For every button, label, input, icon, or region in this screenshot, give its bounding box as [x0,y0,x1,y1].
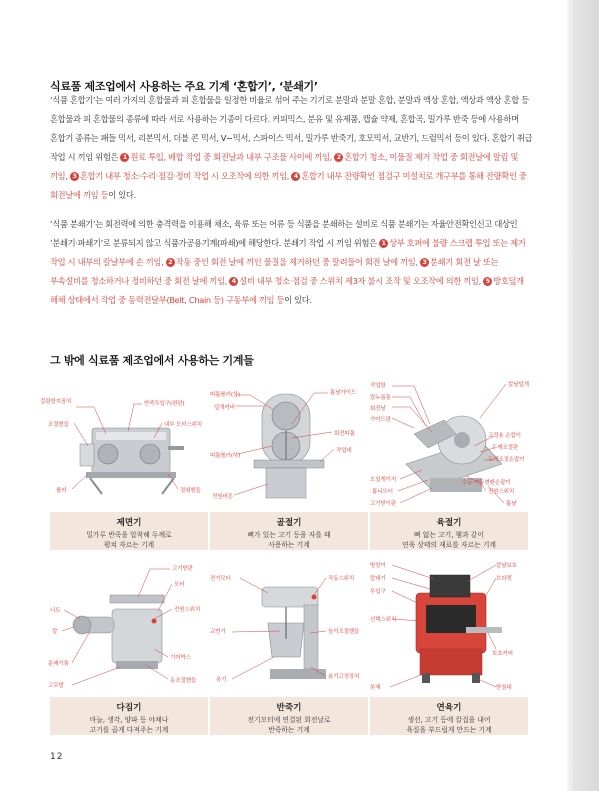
step-number-badge: 1 [379,239,388,248]
label: 분쇄기통 [48,661,69,667]
label: 너트 [50,608,61,614]
machine-desc: 뼈 없는 고기, 햄과 같이 [414,531,484,539]
grinder-paragraph [50,215,533,310]
machine-desc: 반죽하는 기계 [268,726,310,734]
machine-desc: 육질을 부드럽게 만드는 기계 [406,726,492,734]
machine-name: 다짐기 [116,703,142,713]
label: 보호커버 [492,651,513,657]
caption [50,697,208,735]
body-text: ‘식품 혼합기’는 여러 가지의 혼합물과 피 혼합물을 일정한 비율로 섞어 주는 기기로 분말과 분말 혼합, 분말과 액상 혼합, 액상과 액상 혼합 등 혼합물과 피 혼합물의 종류에 따라 서로 사용하는 기종이 다르다. 커피믹스, 분유 및 유제품, 캡슐 약제, 혼합곡, 밀가루 반죽 등에 사용하며 혼합기 종류는 패들 믹서, 리본믹서, 더블 콘 믹서, V−믹서, 스파이스 믹서, 밀가루 반죽기, 호모믹서, 교반기, 드럼믹서 등이 있다. 혼합기 취급 작업 시 끼임 위험은 [50,95,533,162]
label: 동조절핸들 [170,678,197,684]
machine-desc: 전기모터에 연결된 회전날로 [247,716,331,724]
machine-name: 육절기 [436,518,462,528]
machine-panel-slicer [370,376,528,551]
machine-panel-noodle [40,376,208,551]
caption [210,512,368,550]
label: 높이조절핸들 [328,629,360,635]
hazard-text: 원료 투입, 배합 작업 중 회전날과 내부 구조물 사이에 끼임, [130,152,335,162]
label: 투입구 [370,589,386,595]
label: 받침대 [496,685,512,691]
label: 전기모터 [210,576,231,582]
label: 용기 [216,677,227,683]
caption [210,697,368,735]
hazard-text: 분쇄기 회전 날 또는 부속설비를 청소하거나 정비하던 중 회전 날에 끼임, [50,257,499,286]
step-number-badge: 4 [229,277,238,286]
machine-name: 골절기 [276,518,302,528]
machine-panel-dough-mixer [210,561,368,736]
machine-name: 연육기 [436,703,462,713]
step-number-badge: 2 [334,153,343,162]
label: 선택스위치 [370,617,397,623]
label: 작업함 [370,383,386,389]
label: 전원버튼 [212,494,233,500]
machine-desc: 사용하는 기계 [268,541,310,549]
machine-name: 제면기 [116,518,142,528]
label: 작동스위치 [328,576,355,582]
hazard-text: 혼합기 내부 청소·수리·점검·정비 작업 시 오조작에 의한 끼임, [79,171,292,181]
machine-panel-mincer [50,561,208,736]
label: 가이드판 [370,417,391,423]
label: 덮개커버 [214,405,235,411]
body-text: 이 있다. [284,295,312,305]
label: 고정용 손잡이 [488,433,521,439]
label: 톱날 [506,501,517,507]
page-number: 12 [50,752,64,762]
machine-panel-tenderizer [370,561,528,736]
machine-desc: 마늘, 생각, 양파 등 야채나 [89,716,169,724]
machine-desc: 생선, 고기 등에 칼집을 내어 [407,716,491,724]
body-text: ‘식품 분쇄기’는 회전력에 의한 충격력을 이용해 채소, 육류 또는 어류 등 식품을 분쇄하는 설비로 식품 분쇄기는 자율안전확인신고 대상인 ‘분쇄기·파쇄기’로 분류되지 않고 식품가공용기계(파쇄)에 해당한다. 분쇄기 작업 시 끼임 위험은 [50,219,518,248]
label: 기어박스 [170,655,191,661]
label: 걸림방지장치 [40,399,72,405]
step-number-badge: 2 [166,258,175,267]
hazard-text: 설비 내부 청소·점검 중 스위치 제3자 불시 조작 및 오조작에 의한 끼임, [239,276,484,286]
label: 고무발 [48,683,64,689]
label: 절취핸들 [180,488,201,494]
caption [370,697,528,735]
machine-desc: 연육 상태의 재료를 자르는 기계 [402,541,496,549]
label: 모터 [174,582,185,588]
body-text: 이 있다. [108,190,136,200]
label: 회전날 [370,406,386,412]
hazard-text: 작동 중인 회전 날에 끼인 물질을 제거하던 중 말려들어 회전 날에 끼임, [175,257,421,267]
label: 반죽투입구(편판) [144,401,185,407]
hazard-text: 상부 호퍼에 불량 스크랩 투입 또는 제거 작업 시 내부의 칼날부에 손 끼임, [50,238,526,267]
label: 칼누름통 [370,395,391,401]
machine-panel-bone-saw [210,376,368,551]
label: 두께조절손잡이 [488,457,525,463]
hazard-text: 혼합기 내부 잔량확인 점검구 미설치로 개구부를 통해 잔량확인 중 회전날에 끼임 등 [50,171,527,200]
label: 내부 모터스위치 [164,422,203,428]
step-number-badge: 3 [70,172,79,181]
label: 작업대 [336,448,352,454]
label: 방망이 [370,563,386,569]
label: 칼날덮개 [508,382,529,388]
label: 톱날가이드 [330,390,357,396]
step-number-badge: 4 [291,172,300,181]
label: 톱니모터 [372,489,393,495]
page-edge-shadow [567,0,599,791]
label: 띠톱롤러(하) [210,453,240,459]
hazard-text: 방호덮개 해체 상태에서 작업 중 동력전달부(Belt, Chain 등) 구동부에 끼임 등 [50,276,524,305]
label: 칼날보호 [496,563,517,569]
step-number-badge: 5 [483,277,492,286]
hazard-text: 혼합기 청소, 이물질 제거 작업 중 회전날에 말림 및 끼임, [50,152,519,181]
label: 용기고정장치 [328,674,360,680]
label: 교반기 [210,629,226,635]
label: 고기받판 [172,566,193,572]
caption [370,512,528,550]
caption [50,512,208,550]
section2-title: 그 밖에 식료품 제조업에서 사용하는 기계들 [50,354,254,367]
step-number-badge: 3 [420,258,429,267]
label: 고기받이판 [370,501,397,507]
machine-desc: 뼈가 있는 고기 등을 자를 때 [247,531,331,539]
machine-desc: 고기를 곱게 다져주는 기계 [89,726,169,734]
label: 띠톱롤러(상) [210,392,240,398]
machine-name: 반죽기 [276,703,302,713]
label: 전원스위치 [488,489,515,495]
label: 조절핸들 [48,422,69,428]
label: 회전띠톱 [334,431,355,437]
label: 오일게이지 [370,477,397,483]
label: 롤러 [56,488,67,494]
machine-desc: 밀가루 반죽을 압착해 두께로 [86,531,172,539]
label: 수동·자동변환손잡이 [462,480,511,486]
section1-title: 식료품 제조업에서 사용하는 주요 기계 ‘혼합기’, ‘분쇄기’ [50,80,318,93]
label: 전원스위치 [174,607,201,613]
machine-desc: 평쳐 자르는 기계 [103,541,155,549]
step-number-badge: 1 [120,153,129,162]
label: 칼 [52,629,58,635]
label: 칼대기 [370,576,386,582]
label: 본체 [370,685,381,691]
label: 브라켓 [496,576,512,582]
mixer-paragraph [50,91,533,205]
label: 두께조절판 [492,445,519,451]
